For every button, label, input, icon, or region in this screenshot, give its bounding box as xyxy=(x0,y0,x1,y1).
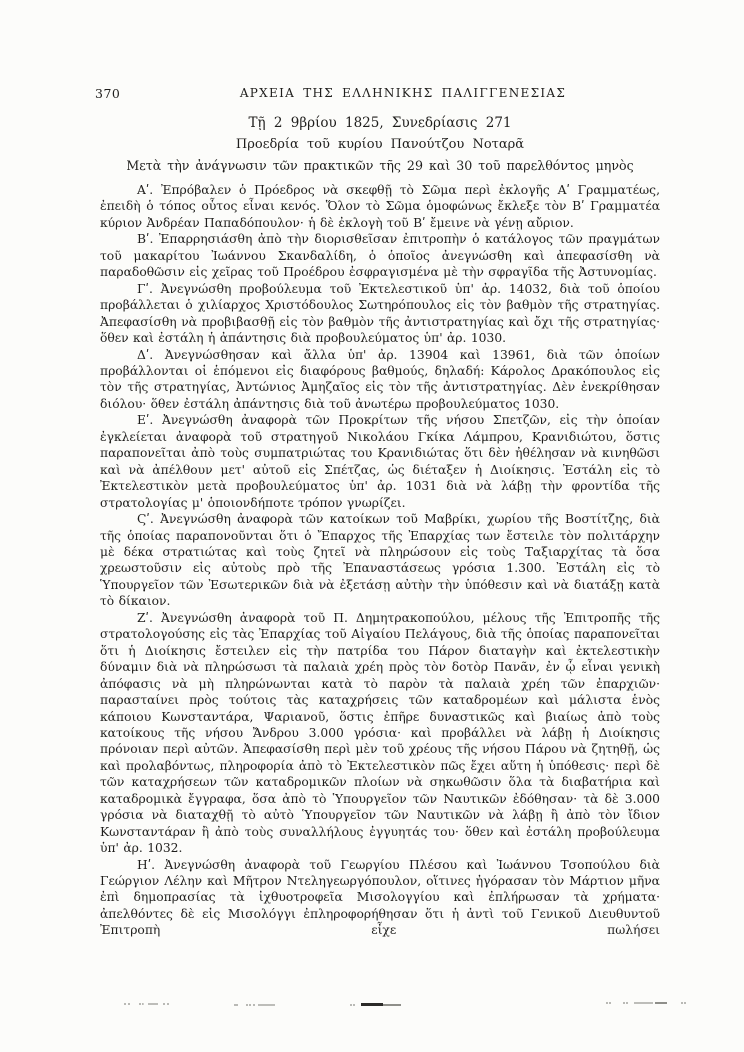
paragraph-body: Ἀνεγνώσθη ἀναφορὰ τοῦ Π. Δημητρακοπούλου, μέλους τῆς Ἐπιτροπῆς τῆς στρατολογούσης εἰς τὰς Ἐπαρχίας τοῦ Αἰγαίου Πελάγους, διὰ τῆς ὁποίας παραπονεῖται ὅτι ἡ Διοίκησις ἔστειλεν εἰς τὴν πατρίδα του Πάρον διαταγὴν καὶ ἐκτελεστικὴν δύναμιν διὰ νὰ πληρώσωσι τὰ παλαιὰ χρέη πρὸς τὸν δοτὸρ Πανᾶν, ἐν ᾧ εἶναι γενικὴ ἀπόφασις νὰ μὴ πληρώνωνται κατὰ τὸ παρὸν τὰ παλαιὰ χρέη τῶν ἐπαρχιῶν· παρασταίνει πρὸς τούτοις τὰς καταχρήσεις τῶν καταδρομέων καὶ μάλιστα ἑνὸς κάποιου Κωνσταντάρα, Ψαριανοῦ, ὅστις ἐπῆρε δυναστικῶς καὶ βιαίως ἀπὸ τοὺς κατοίκους τῆς νήσου Ἄνδρου 3.000 γρόσια· καὶ προβάλλει νὰ λάβῃ ἡ Διοίκησις πρόνοιαν περὶ αὐτῶν. Ἀπεφασίσθη περὶ μὲν τοῦ χρέους τῆς νήσου Πάρου νὰ ζητηθῇ, ὡς καὶ προλαβόντως, πληροφορία ἀπὸ τὸ Ἐκτελεστικὸν πῶς ἔχει αὕτη ἡ ὑπόθεσις· περὶ δὲ τῶν καταχρήσεων τῶν καταδρομικῶν πλοίων νὰ σηκωθῶσιν ὅλα τὰ διαβατήρια καὶ καταδρομικὰ ἔγγραφα, ὅσα ἀπὸ τὸ Ὑπουργεῖον τῶν Ναυτικῶν ἐδόθησαν· τὰ δὲ 3.000 γρόσια νὰ διαταχθῇ τὸ αὐτὸ Ὑπουργεῖον τῶν Ναυτικῶν νὰ λάβῃ ἢ ἀπὸ τὸν ἴδιον Κωνσταντάραν ἢ ἀπὸ τοὺς συναλλήλους ἐγγυητάς του· ὅθεν καὶ ἐστάλη προβούλευμα ὑπ' ἀρ. 1032. xyxy=(100,610,660,856)
paragraph-body: Ἐπαρρησιάσθη ἀπὸ τὴν διορισθεῖσαν ἐπιτροπὴν ὁ κατάλογος τῶν πραγμάτων τοῦ μακαρίτου Ἰωάννου Σκανδαλίδη, ὁ ὁποῖος ἀνεγνώσθη καὶ ἀπεφασίσθη νὰ παραδοθῶσιν εἰς χεῖρας τοῦ Προέδρου ἐσφραγισμένα μὲ τὴν σφραγῖδα τῆς Ἀστυνομίας. xyxy=(100,232,660,280)
scan-artifact-dash xyxy=(258,1004,275,1006)
paragraph-body: Ἀνεγνώσθη ἀναφορὰ τῶν κατοίκων τοῦ Μαβρίκι, χωρίου τῆς Βοστίτζης, διὰ τῆς ὁποίας παραπονοῦνται ὅτι ὁ Ἔπαρχος τῆς Ἐπαρχίας των ἔστειλε τὸν πολιτάρχην μὲ δέκα στρατιώτας καὶ τοὺς ζητεῖ νὰ πληρώσουν εἰς τοὺς Ταξιαρχίτας τὰ ὅσα χρεωστοῦσιν εἰς αὐτοὺς πρὸ τῆς Ἐπαναστάσεως γρόσια 1.300. Ἐστάλη εἰς τὸ Ὑπουργεῖον τῶν Ἐσωτερικῶν διὰ νὰ ἐξετάσῃ αὐτὴν τὴν ὑπόθεσιν καὶ νὰ διατάξῃ κατὰ τὸ δίκαιον. xyxy=(100,512,660,609)
paragraph-body: Ἀνεγνώσθη ἀναφορὰ τῶν Προκρίτων τῆς νήσου Σπετζῶν, εἰς τὴν ὁποίαν ἐγκλείεται ἀναφορὰ τοῦ στρατηγοῦ Νικολάου Γκίκα Λάμπρου, Κρανιδιώτου, ὅστις παραπονεῖται ἀπὸ τοὺς συμπατριώτας του Κρανιδιώτας ὅτι δὲν ἠθέλησαν νὰ κινηθῶσι καὶ νὰ ἀπέλθουν μετ' αὐτοῦ εἰς Σπέτζας, ὡς διέταξεν ἡ Διοίκησις. Ἐστάλη εἰς τὸ Ἐκτελεστικὸν μετὰ προβουλεύματος ὑπ' ἀρ. 1031 διὰ νὰ λάβῃ τὴν φροντίδα τῆς στρατολογίας μ' ὁποιονδήποτε τρόπον γνωρίζει. xyxy=(100,413,660,510)
scan-artifact-speck xyxy=(124,1003,130,1005)
minutes-paragraph-beta xyxy=(100,231,660,280)
paragraph-label: Γʹ. xyxy=(137,281,153,296)
scan-artifact-speck xyxy=(623,1002,626,1004)
minutes-paragraph-epsilon xyxy=(100,412,660,511)
paragraph-label: Ϛʹ. xyxy=(137,512,154,527)
minutes-paragraph-delta xyxy=(100,347,660,413)
scan-artifact-dash xyxy=(655,1002,667,1004)
paragraph-label: Βʹ. xyxy=(137,232,154,247)
scan-artifact-dash xyxy=(383,1004,401,1006)
session-presidency-line: Προεδρία τοῦ κυρίου Πανούτζου Νοταρᾶ xyxy=(235,137,525,152)
scan-artifact-dash xyxy=(634,1002,653,1004)
session-date-line: Τῇ 2 9βρίου 1825, Συνεδρίασις 271 xyxy=(248,115,512,131)
paragraph-body: Ἀνεγνώσθησαν καὶ ἄλλα ὑπ' ἀρ. 13904 καὶ 13961, διὰ τῶν ὁποίων προβάλλονται οἱ ἑπόμενοι εἰς διαφόρους βαθμούς, δηλαδή: Κάρολος Δρακόπουλος εἰς τὸν τῆς στρατηγίας, Ἀντώνιος Ἀμηζαῖος εἰς τὸν τῆς ἀντιστρατηγίας. Δὲν ἐνεκρίθησαν διόλου· ὅθεν ἐστάλη ἀπάντησις διὰ τοῦ ἀνωτέρω προβουλεύματος 1030. xyxy=(100,347,660,411)
minutes-paragraph-alpha xyxy=(100,182,660,231)
scan-artifact-speck xyxy=(163,1003,169,1005)
paragraph-label: Εʹ. xyxy=(137,413,154,428)
minutes-paragraph-gamma xyxy=(100,281,660,347)
minutes-paragraph-eta xyxy=(100,857,660,939)
paragraph-label: Ζʹ. xyxy=(137,610,153,625)
scan-artifact-speck xyxy=(234,1004,238,1006)
scan-artifact-speck xyxy=(246,1004,255,1006)
paragraph-body: Ἀνεγνώσθη προβούλευμα τοῦ Ἐκτελεστικοῦ ὑπ' ἀρ. 14032, διὰ τοῦ ὁποίου προβάλλεται ὁ χιλίαρχος Χριστόδουλος Σωτηρόπουλος εἰς τὸν βαθμὸν τῆς στρατηγίας. Ἀπεφασίσθη νὰ προβιβασθῇ εἰς τὸν βαθμὸν τῆς ἀντιστρατηγίας καὶ ὄχι τῆς στρατηγίας· ὅθεν καὶ ἐστάλη ἡ ἀπάντησις διὰ προβουλεύματος ὑπ' ἀρ. 1030. xyxy=(100,281,660,346)
minutes-text xyxy=(100,182,660,939)
paragraph-label: Δʹ. xyxy=(137,347,154,362)
scan-artifact-speck xyxy=(350,1004,353,1006)
session-heading xyxy=(100,115,660,173)
minutes-paragraph-stigma xyxy=(100,511,660,610)
scan-artifact-dark-mark xyxy=(361,1003,383,1006)
paragraph-label: Ηʹ. xyxy=(137,857,156,872)
paragraph-label: Αʹ. xyxy=(137,183,154,197)
running-header-title: ΑΡΧΕΙΑ ΤΗΣ ΕΛΛΗΝΙΚΗΣ ΠΑΛΙΓΓΕΝΕΣΙΑΣ xyxy=(239,86,567,100)
scan-artifact-dash xyxy=(148,1003,158,1005)
session-opening-line: Μετὰ τὴν ἀνάγνωσιν τῶν πρακτικῶν τῆς 29 καὶ 30 τοῦ παρελθόντος μηνὸς xyxy=(126,158,634,173)
paragraph-body: Ἐπρόβαλεν ὁ Πρόεδρος νὰ σκεφθῇ τὸ Σῶμα περὶ ἐκλογῆς Αʹ Γραμματέως, ἐπειδὴ ὁ τόπος οὗτος εἶναι κενός. Ὅλον τὸ Σῶμα ὁμοφώνως ἔκλεξε τὸν Βʹ Γραμματέα κύριον Ἀνδρέαν Παπαδόπουλον· ἡ δὲ ἐκλογὴ τοῦ Βʹ ἔμεινε νὰ γένῃ αὔριον. xyxy=(100,183,660,230)
running-head xyxy=(95,86,660,101)
minutes-paragraph-zeta xyxy=(100,610,660,857)
scan-artifact-speck xyxy=(139,1003,144,1005)
scan-artifact-speck xyxy=(681,1002,684,1004)
scan-artifact-speck xyxy=(606,1002,609,1004)
page-number: 370 xyxy=(95,86,121,101)
paragraph-body: Ἀνεγνώσθη ἀναφορὰ τοῦ Γεωργίου Πλέσου καὶ Ἰωάννου Τσοπούλου διὰ Γεώργιον Λέλην καὶ Μῆτρον Ντεληγεωργόπουλον, οἵτινες ἠγόρασαν τὸν Μάρτιον μῆνα ἐπὶ δημοπρασίας τὰ ἰχθυοτροφεῖα Μισολογγίου καὶ ἐπλήρωσαν τὰ χρήματα· ἀπελθόντες δὲ εἰς Μισολόγγι ἐπληροφορήθησαν ὅτι ἡ ἀντὶ τοῦ Γενικοῦ Διευθυντοῦ Ἐπιτροπὴ εἶχε πωλήσει xyxy=(100,857,660,938)
